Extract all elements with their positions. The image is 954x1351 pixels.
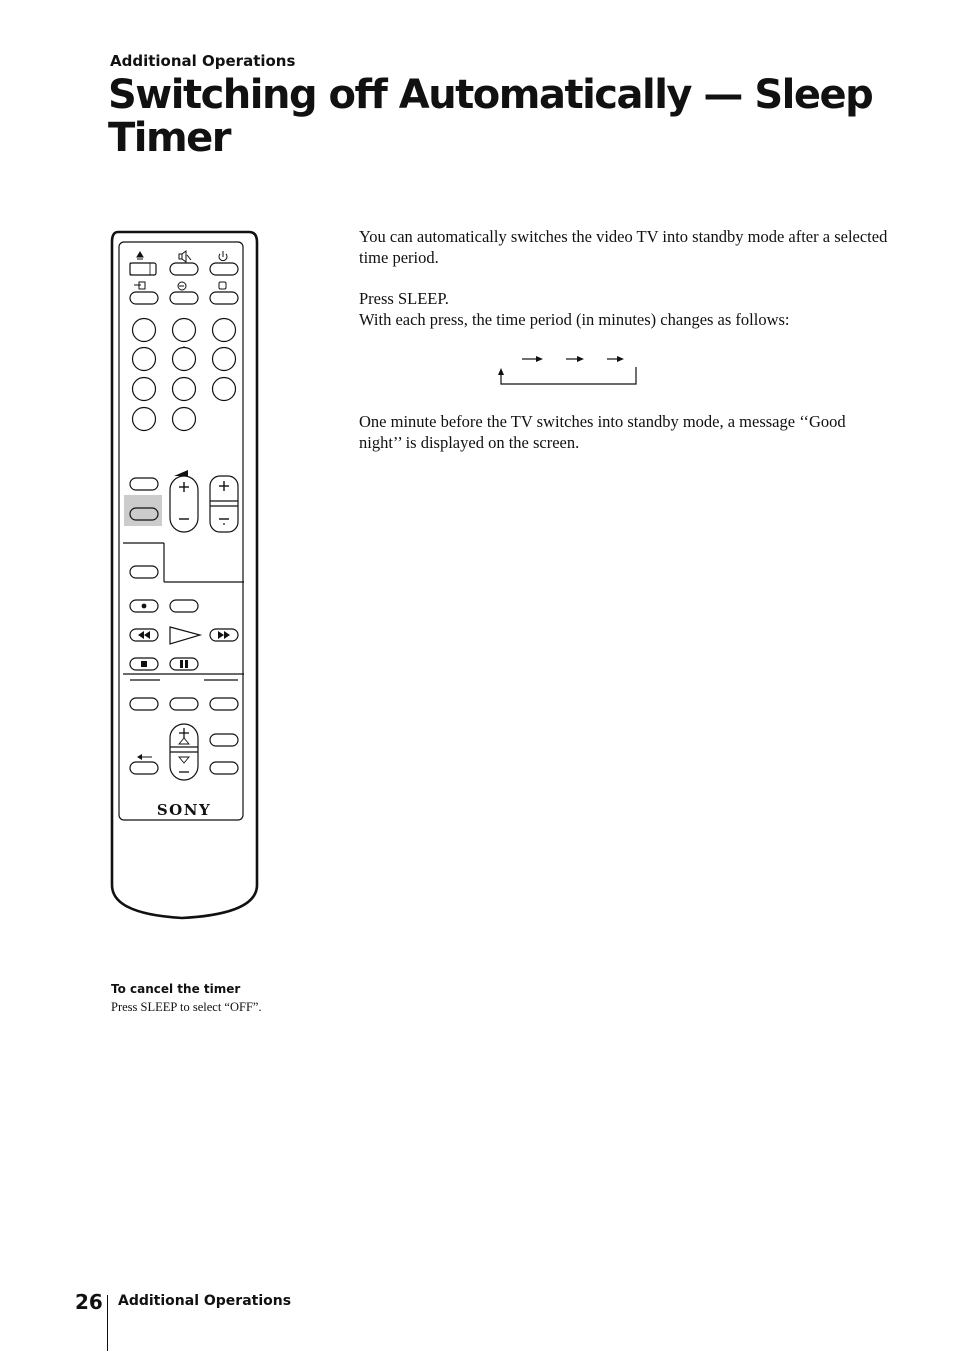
- mute-icon: [179, 251, 191, 262]
- video-power-button: [130, 566, 158, 578]
- number-button-10: [133, 408, 156, 431]
- menu-button-2: [170, 698, 198, 710]
- intro-paragraph: You can automatically switches the video TV into standby mode after a selected time period.: [359, 227, 888, 267]
- video-function-button: [170, 600, 198, 612]
- volume-up-icon: [179, 482, 189, 492]
- press-detail-text: With each press, the time period (in minutes) changes as follows:: [359, 310, 790, 329]
- power-row: [130, 251, 238, 275]
- number-keypad: [133, 319, 236, 431]
- number-button-7: [133, 378, 156, 401]
- play-button: [170, 627, 200, 644]
- program-up-icon: [179, 728, 189, 744]
- arrow-right-icon: [522, 356, 543, 362]
- press-instruction: [359, 288, 889, 330]
- picture-up-icon: [219, 481, 229, 491]
- pause-icon: [180, 660, 188, 668]
- stop-icon: [141, 661, 147, 667]
- number-button-0: [173, 408, 196, 431]
- fast-forward-icon: [218, 631, 230, 639]
- page-title: Switching off Automatically — Sleep Timer: [108, 72, 873, 161]
- number-button-9: [213, 378, 236, 401]
- good-night-paragraph: One minute before the TV switches into standby mode, a message ‘‘Good night’’ is displayed on the screen.: [359, 412, 846, 452]
- number-button-6: [213, 348, 236, 371]
- page-number: 26: [75, 1290, 103, 1314]
- arrow-right-icon: [607, 356, 624, 362]
- menu-button-3: [210, 698, 238, 710]
- power-button: [210, 263, 238, 275]
- section-label: Additional Operations: [110, 52, 296, 70]
- cancel-title: To cancel the timer: [111, 982, 241, 996]
- display-icon: [219, 282, 226, 289]
- eject-button: [130, 263, 156, 275]
- record-icon: [142, 604, 147, 609]
- footer-label: Additional Operations: [118, 1293, 292, 1309]
- tv-video-button: [170, 292, 198, 304]
- number-button-3: [213, 319, 236, 342]
- cancel-block: [111, 982, 351, 1015]
- display-button: [210, 292, 238, 304]
- menu-button-1: [130, 698, 158, 710]
- number-button-5: [173, 348, 196, 371]
- volume-ramp-icon: [174, 470, 188, 476]
- power-icon: [219, 251, 227, 261]
- side-button-lower: [210, 762, 238, 774]
- eject-icon: [137, 252, 143, 259]
- pause-button: [170, 658, 198, 670]
- arrow-right-icon: [566, 356, 584, 362]
- number-button-8: [173, 378, 196, 401]
- eject-button-inner: [130, 263, 150, 275]
- number-button-1: [133, 319, 156, 342]
- picture-down-icon: [219, 519, 229, 525]
- side-button-upper: [210, 734, 238, 746]
- tv-video-icon: [178, 282, 186, 290]
- program-down-icon: [179, 757, 189, 772]
- input-select-button: [130, 292, 158, 304]
- loop-back-arrow-icon: [498, 367, 636, 384]
- video-section-frame: [123, 543, 244, 674]
- cancel-text: Press SLEEP to select “OFF”.: [111, 1000, 262, 1014]
- number-button-4: [133, 348, 156, 371]
- press-sleep-text: Press SLEEP.: [359, 289, 449, 308]
- back-button: [130, 762, 158, 774]
- rewind-icon: [138, 631, 150, 639]
- footer-divider: [107, 1295, 108, 1351]
- number-5-tactile-dot: [183, 346, 185, 348]
- back-arrow-icon: [137, 754, 152, 760]
- number-button-2: [173, 319, 196, 342]
- remote-control-illustration: [108, 228, 262, 923]
- remote-brand-logo: SONY: [156, 801, 212, 819]
- mute-button: [170, 263, 198, 275]
- picture-mode-button: [130, 478, 158, 490]
- sleep-sequence-diagram: [488, 348, 648, 390]
- input-row: [130, 282, 238, 304]
- input-select-icon: [134, 282, 145, 289]
